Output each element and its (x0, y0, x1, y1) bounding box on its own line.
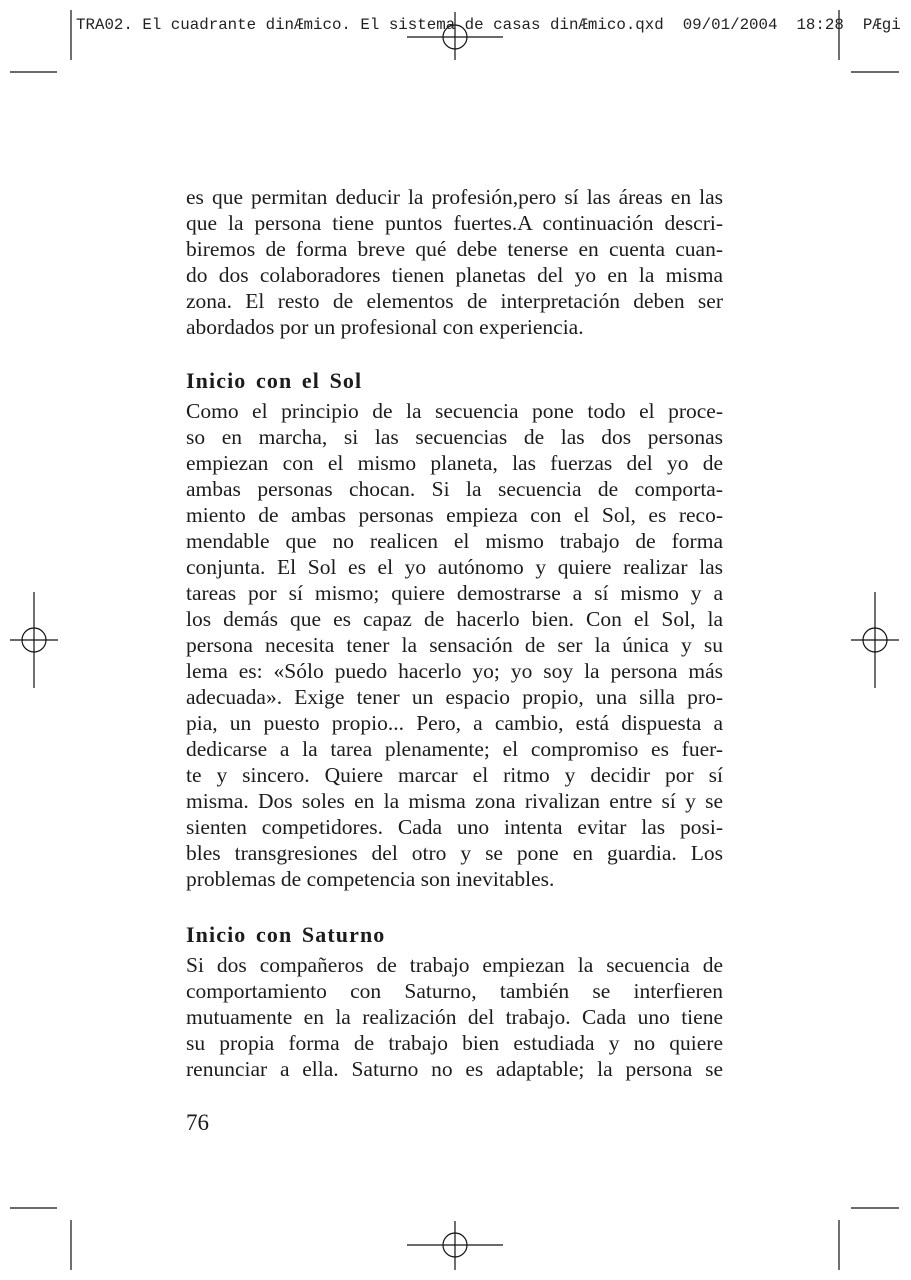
registration-mark-right (851, 592, 899, 688)
text-line: mutuamente en la realización del trabajo. Cada uno tiene (186, 1005, 723, 1029)
text-line: miento de ambas personas empieza con el Sol, es reco- (186, 503, 723, 527)
text-line: dedicarse a la tarea plenamente; el compromiso es fuer- (186, 737, 723, 761)
text-line: su propia forma de trabajo bien estudiada y no quiere (186, 1031, 723, 1055)
text-line: te y sincero. Quiere marcar el ritmo y decidir por sí (186, 763, 723, 787)
text-line: es que permitan deducir la profesión,pero sí las áreas en las (186, 185, 723, 209)
text-line: bles transgresiones del otro y se pone en guardia. Los (186, 841, 723, 865)
intro-paragraph (186, 184, 723, 340)
text-line: sienten competidores. Cada uno intenta evitar las posi- (186, 815, 723, 839)
text-line: ambas personas chocan. Si la secuencia de comporta- (186, 477, 723, 501)
text-line: tareas por sí mismo; quiere demostrarse a sí mismo y a (186, 581, 723, 605)
text-line: Si dos compañeros de trabajo empiezan la secuencia de (186, 953, 723, 977)
text-line: pia, un puesto propio... Pero, a cambio, está dispuesta a (186, 711, 723, 735)
text-line: mendable que no realicen el mismo trabajo de forma (186, 529, 723, 553)
text-line: so en marcha, si las secuencias de las dos personas (186, 425, 723, 449)
text-line: comportamiento con Saturno, también se interfieren (186, 979, 723, 1003)
text-line: lema es: «Sólo puedo hacerlo yo; yo soy la persona más (186, 659, 723, 683)
text-line: renunciar a ella. Saturno no es adaptable; la persona se (186, 1057, 723, 1081)
text-line: conjunta. El Sol es el yo autónomo y quiere realizar las (186, 555, 723, 579)
text-line: adecuada». Exige tener un espacio propio, una silla pro- (186, 685, 723, 709)
text-line: biremos de forma breve qué debe tenerse en cuenta cuan- (186, 237, 723, 261)
file-slug-line: TRA02. El cuadrante dinÆmico. El sistema de casas dinÆmico.qxd 09/01/2004 18:28 PÆgi (76, 16, 901, 34)
text-line: los demás que es capaz de hacerlo bien. Con el Sol, la (186, 607, 723, 631)
text-line: empiezan con el mismo planeta, las fuerzas del yo de (186, 451, 723, 475)
section-paragraph-sol (186, 398, 723, 892)
text-line: que la persona tiene puntos fuertes.A continuación descri- (186, 211, 723, 235)
crop-mark-bottom-left (10, 1208, 71, 1270)
text-line: abordados por un profesional con experiencia. (186, 315, 584, 339)
text-line: misma. Dos soles en la misma zona rivalizan entre sí y se (186, 789, 723, 813)
text-line: problemas de competencia son inevitables. (186, 867, 555, 891)
page-number: 76 (186, 1110, 209, 1135)
section-heading-sol: Inicio con el Sol (186, 368, 363, 393)
text-line: Como el principio de la secuencia pone todo el proce- (186, 399, 723, 423)
section-paragraph-saturno (186, 952, 723, 1082)
text-line: zona. El resto de elementos de interpretación deben ser (186, 289, 723, 313)
registration-mark-left (10, 592, 58, 688)
registration-mark-bottom (407, 1221, 503, 1270)
body-text (186, 184, 723, 1136)
text-line: do dos colaboradores tienen planetas del yo en la misma (186, 263, 723, 287)
crop-mark-bottom-right (839, 1208, 899, 1270)
section-heading-saturno: Inicio con Saturno (186, 922, 386, 947)
text-line: persona necesita tener la sensación de ser la única y su (186, 633, 723, 657)
crop-mark-top-left (10, 10, 71, 72)
